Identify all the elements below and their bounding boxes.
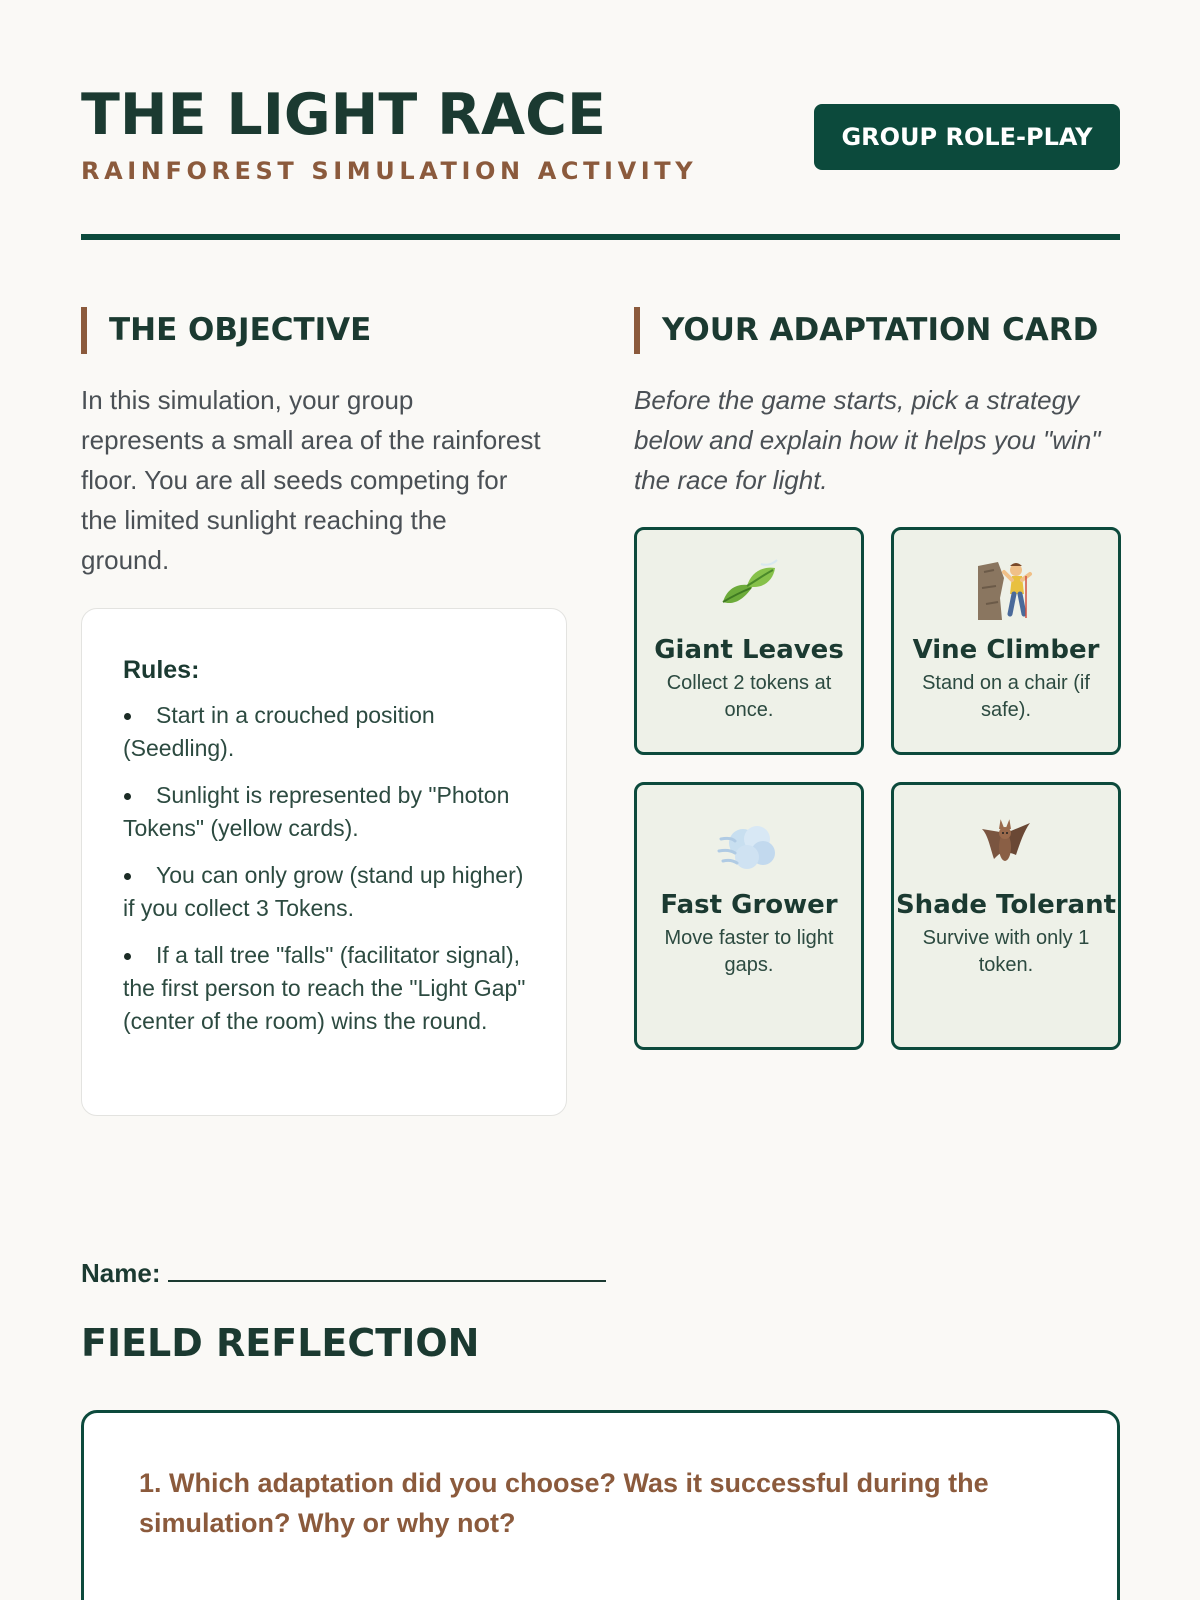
reflection-title: FIELD REFLECTION bbox=[81, 1321, 480, 1365]
rule-item: If a tall tree "falls" (facilitator signal), the first person to reach the "Light Gap" (center of the room) wins the round. bbox=[123, 939, 526, 1038]
reflection-question-box[interactable] bbox=[81, 1410, 1120, 1600]
card-description: Survive with only 1 token. bbox=[922, 927, 1090, 976]
rule-item: You can only grow (stand up higher) if you collect 3 Tokens. bbox=[123, 859, 526, 925]
objective-text: In this simulation, your group represents a small area of the rainforest floor. You are all seeds competing for the limited sunlight reaching the ground. bbox=[81, 385, 541, 575]
rule-item: Start in a crouched position (Seedling). bbox=[123, 699, 526, 765]
reflection-question-1: 1. Which adaptation did you choose? Was it successful during the simulation? Why or why not? bbox=[139, 1468, 989, 1538]
name-label: Name: bbox=[81, 1258, 161, 1288]
card-description: Stand on a chair (if safe). bbox=[922, 672, 1090, 721]
card-description: Collect 2 tokens at once. bbox=[666, 672, 832, 721]
page-subtitle: RAINFOREST SIMULATION ACTIVITY bbox=[81, 157, 698, 185]
adaptation-card-shade-tolerant[interactable] bbox=[891, 782, 1121, 1050]
adaptation-card-giant-leaves[interactable] bbox=[634, 527, 864, 755]
header-divider bbox=[81, 234, 1120, 240]
rules-list bbox=[123, 699, 526, 1038]
card-name: Vine Climber bbox=[912, 635, 1100, 665]
card-description: Move faster to light gaps. bbox=[664, 927, 834, 976]
rule-item: Sunlight is represented by "Photon Tokens" (yellow cards). bbox=[123, 779, 526, 845]
card-name: Fast Grower bbox=[660, 890, 838, 920]
card-name: Giant Leaves bbox=[654, 635, 844, 665]
rules-title: Rules: bbox=[123, 656, 200, 684]
objective-heading: THE OBJECTIVE bbox=[81, 307, 371, 354]
climber-icon bbox=[974, 558, 1038, 622]
worksheet-page bbox=[81, 0, 1120, 1600]
adaptation-intro: Before the game starts, pick a strategy below and explain how it helps you "win" the race for light. bbox=[634, 385, 1101, 495]
group-role-play-badge: GROUP ROLE-PLAY bbox=[814, 104, 1120, 170]
adaptation-card-fast-grower[interactable] bbox=[634, 782, 864, 1050]
bat-icon bbox=[974, 813, 1038, 877]
adaptation-heading: YOUR ADAPTATION CARD bbox=[634, 307, 1098, 354]
page-title: THE LIGHT RACE bbox=[81, 82, 606, 148]
wind-cloud-icon bbox=[717, 813, 781, 877]
name-blank-line[interactable] bbox=[168, 1258, 606, 1282]
adaptation-card-vine-climber[interactable] bbox=[891, 527, 1121, 755]
rules-box bbox=[81, 608, 567, 1116]
leaf-icon bbox=[717, 558, 781, 622]
name-field[interactable] bbox=[81, 1255, 606, 1291]
card-name: Shade Tolerant bbox=[895, 890, 1117, 920]
